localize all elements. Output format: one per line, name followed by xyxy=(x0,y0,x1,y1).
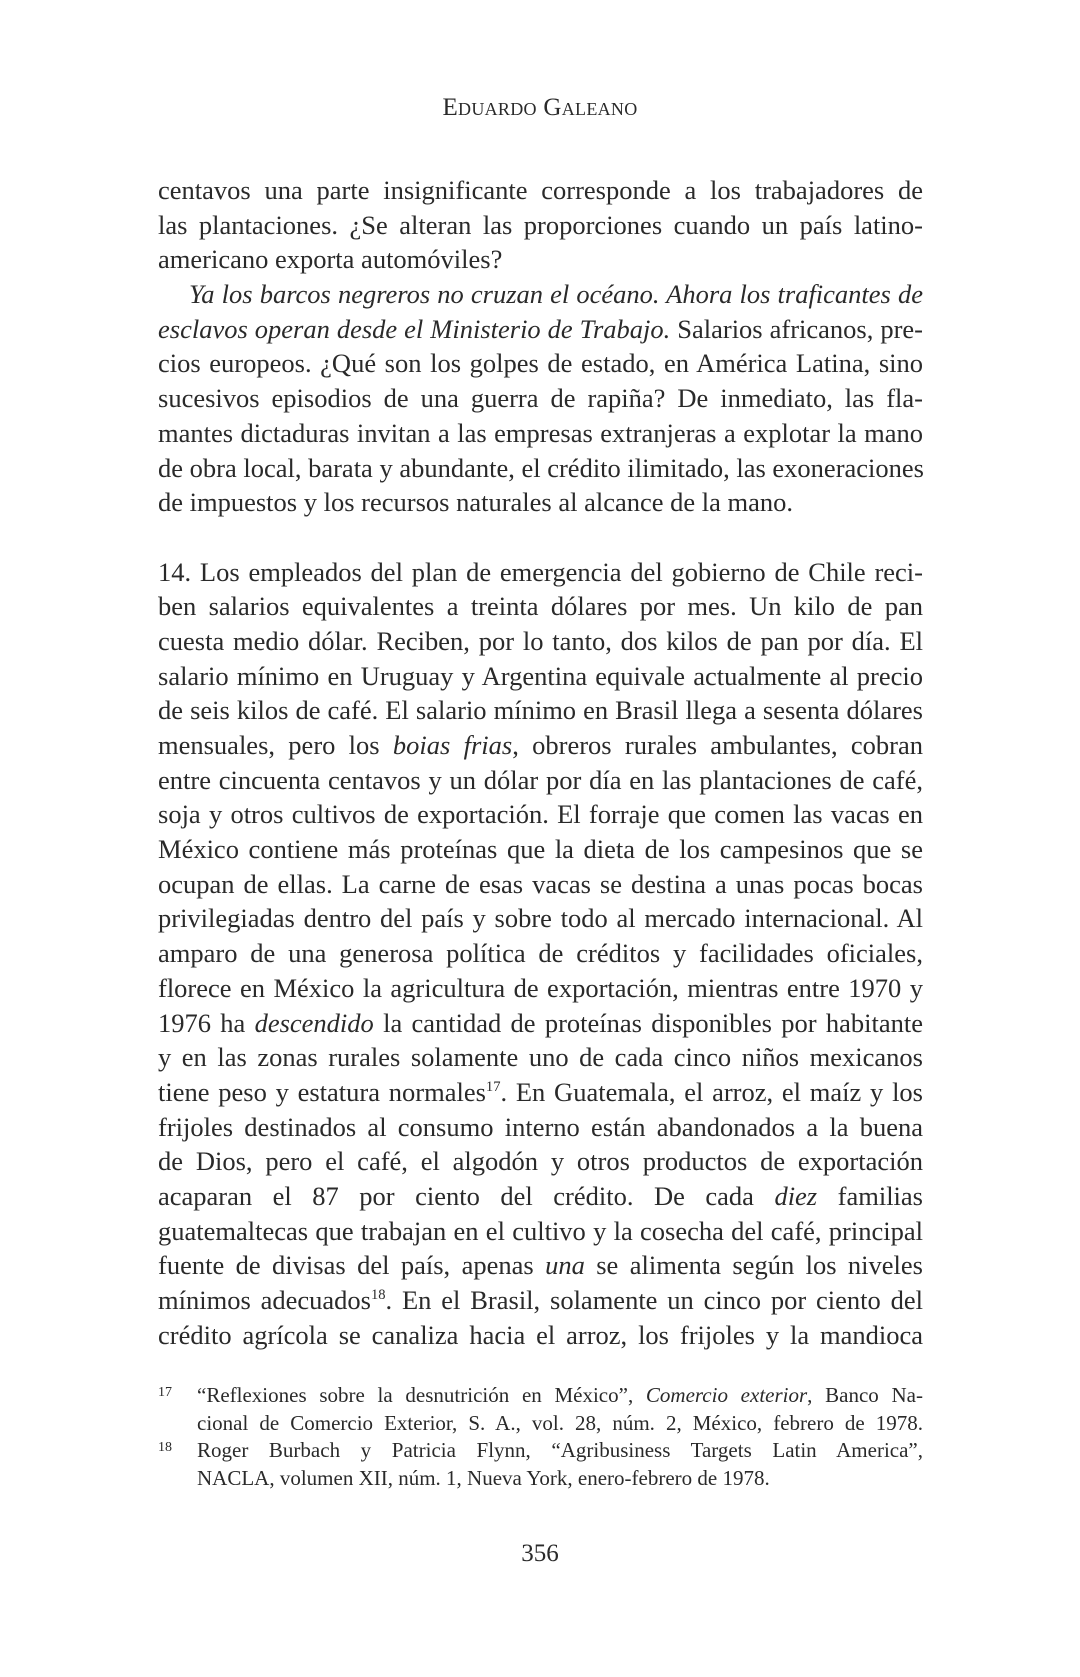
text-line xyxy=(158,1006,923,1041)
text-line xyxy=(158,624,923,659)
italic-text: una xyxy=(545,1250,585,1281)
text-segment: amparo de una generosa política de créditos y facilidades oficiales, xyxy=(158,938,923,969)
text-line xyxy=(158,901,923,936)
italic-text: descendido xyxy=(254,1007,374,1038)
text-segment: cional de Comercio Exterior, S. A., vol. 28, núm. 2, México, febrero de 1978. xyxy=(197,1410,923,1435)
text-line xyxy=(158,1075,923,1110)
text-line xyxy=(158,173,923,208)
text-segment: se alimenta según los niveles xyxy=(584,1250,923,1281)
text-segment: de impuestos y los recursos naturales al alcance de la mano. xyxy=(158,487,794,518)
text-segment: acaparan el 87 por ciento del crédito. De cada xyxy=(158,1180,775,1211)
text-line xyxy=(158,277,923,312)
text-segment: la cantidad de proteínas disponibles por habitante xyxy=(373,1007,923,1038)
text-segment: sucesivos episodios de una guerra de rapiña? De inmediato, las fla- xyxy=(158,383,923,414)
text-segment: . En Guatemala, el arroz, el maíz y los xyxy=(500,1076,923,1107)
page-number: 356 xyxy=(521,1540,559,1567)
text-line xyxy=(158,1110,923,1145)
text-line xyxy=(158,312,923,347)
text-line xyxy=(158,242,923,277)
text-segment: Salarios africanos, pre- xyxy=(670,313,923,344)
text-line xyxy=(158,659,923,694)
text-line xyxy=(197,1410,923,1438)
footnote-ref: 18 xyxy=(370,1286,386,1303)
text-line xyxy=(158,1144,923,1179)
text-line xyxy=(158,797,923,832)
text-segment: Roger Burbach y Patricia Flynn, “Agribusiness Targets Latin America”, xyxy=(197,1438,923,1462)
footnote-ref: 17 xyxy=(485,1078,501,1095)
text-line xyxy=(197,1382,923,1410)
text-segment: mínimos adecuados xyxy=(158,1285,371,1315)
text-segment: . En el Brasil, solamente un cinco por ciento del xyxy=(385,1285,923,1315)
footnote-number: 17 xyxy=(158,1385,172,1400)
text-line xyxy=(158,693,923,728)
footnote-17 xyxy=(158,1382,923,1437)
running-header: Eduardo Galeano xyxy=(442,94,638,121)
text-line xyxy=(197,1437,923,1465)
text-segment: guatemaltecas que trabajan en el cultivo y la cosecha del café, principal xyxy=(158,1215,923,1246)
text-segment: 1976 ha xyxy=(158,1007,255,1038)
text-segment: fuente de divisas del país, apenas xyxy=(158,1250,546,1281)
italic-text: esclavos operan desde el Ministerio de Trabajo. xyxy=(158,313,671,344)
footnote-text xyxy=(197,1437,923,1492)
text-segment: salario mínimo en Uruguay y Argentina equivale actualmente al precio xyxy=(158,660,923,691)
text-segment: tiene peso y estatura normales xyxy=(158,1076,486,1107)
text-line xyxy=(158,555,923,590)
text-line xyxy=(158,867,923,902)
text-segment: entre cincuenta centavos y un dólar por día en las plantaciones de café, xyxy=(158,764,923,795)
text-segment: de Dios, pero el café, el algodón y otros productos de exportación xyxy=(158,1146,923,1177)
text-segment: 14. Los empleados del plan de emergencia del gobierno de Chile reci- xyxy=(158,556,923,587)
text-segment: ben salarios equivalentes a treinta dólares por mes. Un kilo de pan xyxy=(158,591,923,622)
body-text xyxy=(158,173,923,1352)
italic-text: diez xyxy=(774,1180,818,1211)
text-segment: crédito agrícola se canaliza hacia el arroz, los frijoles y la mandioca xyxy=(158,1319,923,1350)
text-segment: familias xyxy=(817,1180,923,1211)
italic-text: Ya los barcos negreros no cruzan el océano. Ahora los traficantes de xyxy=(189,279,923,310)
text-segment: ocupan de ellas. La carne de esas vacas se destina a unas pocas bocas xyxy=(158,868,923,899)
text-segment: americano exporta automóviles? xyxy=(158,244,503,275)
text-line xyxy=(158,381,923,416)
text-line xyxy=(158,589,923,624)
text-line xyxy=(158,832,923,867)
text-line xyxy=(197,1465,923,1493)
text-line xyxy=(158,1179,923,1214)
footnote-text xyxy=(197,1382,923,1437)
text-line xyxy=(158,763,923,798)
text-segment: de seis kilos de café. El salario mínimo en Brasil llega a sesenta dólares xyxy=(158,695,923,726)
italic-text: Comercio exterior xyxy=(645,1383,808,1407)
text-segment: “Reflexiones sobre la desnutrición en México”, xyxy=(197,1383,646,1407)
footnote-number: 18 xyxy=(158,1440,172,1455)
text-segment: , Banco Na- xyxy=(807,1383,923,1407)
text-segment: privilegiadas dentro del país y sobre todo al mercado internacional. Al xyxy=(158,903,923,934)
text-line xyxy=(158,971,923,1006)
text-segment: mensuales, pero los xyxy=(158,730,393,760)
blank-line xyxy=(158,520,923,555)
text-line xyxy=(158,1248,923,1283)
text-segment: soja y otros cultivos de exportación. El forraje que comen las vacas en xyxy=(158,799,923,830)
text-segment: las plantaciones. ¿Se alteran las proporciones cuando un país latino- xyxy=(158,209,923,240)
text-segment: cuesta medio dólar. Reciben, por lo tanto, dos kilos de pan por día. El xyxy=(158,625,923,656)
italic-text: boias frias xyxy=(392,730,513,760)
text-segment: , obreros rurales ambulantes, cobran xyxy=(512,730,924,760)
text-line xyxy=(158,346,923,381)
text-line xyxy=(158,451,923,486)
text-line xyxy=(158,485,923,520)
text-segment: y en las zonas rurales solamente uno de cada cinco niños mexicanos xyxy=(158,1042,923,1073)
text-line xyxy=(158,1283,923,1318)
text-line xyxy=(158,208,923,243)
text-segment: NACLA, volumen XII, núm. 1, Nueva York, enero-febrero de 1978. xyxy=(197,1465,770,1490)
text-line xyxy=(158,416,923,451)
text-segment: México contiene más proteínas que la dieta de los campesinos que se xyxy=(158,834,923,865)
text-line xyxy=(158,728,923,763)
text-line xyxy=(158,936,923,971)
text-segment: cios europeos. ¿Qué son los golpes de estado, en América Latina, sino xyxy=(158,348,923,379)
text-line xyxy=(158,1040,923,1075)
text-segment: centavos una parte insignificante corresponde a los trabajadores de xyxy=(158,175,923,205)
text-line xyxy=(158,1318,923,1353)
text-segment: mantes dictaduras invitan a las empresas extranjeras a explotar la mano xyxy=(158,417,923,448)
footnote-18 xyxy=(158,1437,923,1492)
text-segment: de obra local, barata y abundante, el crédito ilimitado, las exoneraciones xyxy=(158,452,924,483)
text-line xyxy=(158,1214,923,1249)
text-segment: florece en México la agricultura de exportación, mientras entre 1970 y xyxy=(158,972,923,1003)
text-segment: frijoles destinados al consumo interno están abandonados a la buena xyxy=(158,1111,923,1142)
